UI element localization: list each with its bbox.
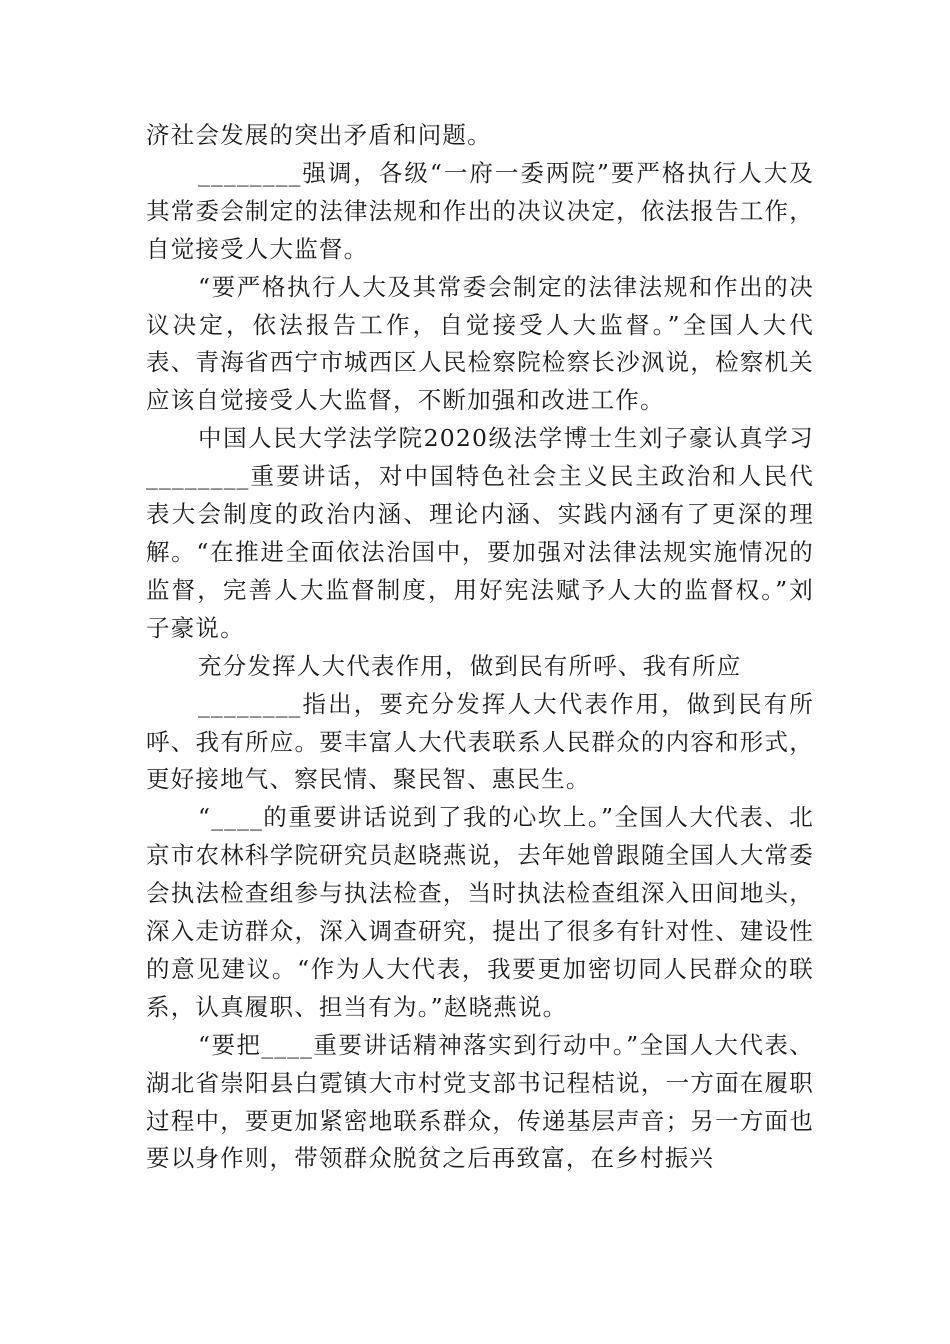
section-heading: 充分发挥人大代表作用，做到民有所呼、我有所应 <box>198 651 742 680</box>
paragraph-8: “要把____重要讲话精神落实到行动中。”全国人大代表、湖北省崇阳县白霓镇大市村党支部书记程桔说，一方面在履职过程中，要更加紧密地联系群众，传递基层声音；另一方面也要以身作则，带领群众脱贫之后再致富，在乡村振兴 <box>146 1030 814 1173</box>
paragraph-2: ________强调，各级“一府一委两院”要严格执行人大及其常委会制定的法律法规和作出的决议决定，依法报告工作，自觉接受人大监督。 <box>146 158 814 263</box>
paragraph-4: 中国人民大学法学院2020级法学博士生刘子豪认真学习________重要讲话，对中国特色社会主义民主政治和人民代表大会制度的政治内涵、理论内涵、实践内涵有了更深的理解。“在推进全面依法治国中，要加强对法律法规实施情况的监督，完善人大监督制度，用好宪法赋予人大的监督权。”刘子豪说。 <box>146 424 814 642</box>
paragraph-3: “要严格执行人大及其常委会制定的法律法规和作出的决议决定，依法报告工作，自觉接受人大监督。”全国人大代表、青海省西宁市城西区人民检察院检察长沙沨说，检察机关应该自觉接受人大监督，不断加强和改进工作。 <box>146 272 814 415</box>
document-body <box>146 117 814 1178</box>
paragraph-7: “____的重要讲话说到了我的心坎上。”全国人大代表、北京市农林科学院研究员赵晓燕说，去年她曾跟随全国人大常委会执法检查组参与执法检查，当时执法检查组深入田间地头，深入走访群众，深入调查研究，提出了很多有针对性、建设性的意见建议。“作为人大代表，我要更加密切同人民群众的联系，认真履职、担当有为。”赵晓燕说。 <box>146 803 814 1021</box>
paragraph-1: 济社会发展的突出矛盾和问题。 <box>146 121 492 149</box>
paragraph-6: ________指出，要充分发挥人大代表作用，做到民有所呼、我有所应。要丰富人大代表联系人民群众的内容和形式，更好接地气、察民情、聚民智、惠民生。 <box>146 689 814 794</box>
